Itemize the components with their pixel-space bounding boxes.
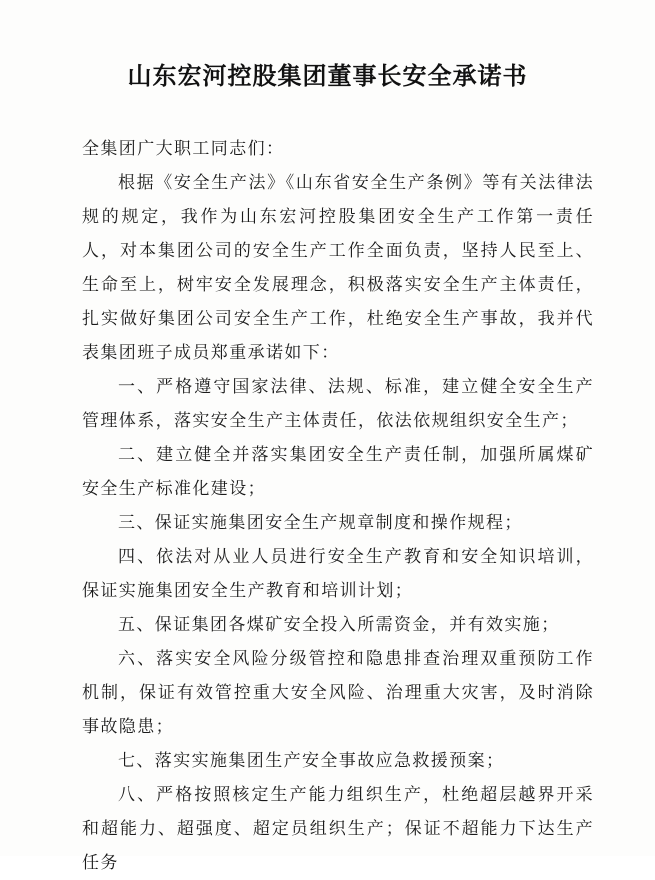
commitment-item-5: 五、保证集团各煤矿安全投入所需资金，并有效实施； [118,615,560,635]
commitment-item-3: 三、保证实施集团安全生产规章制度和操作规程； [118,513,523,533]
commitment-item-8: 八、严格按照核定生产能力组织生产，杜绝超层越界开采和超能力、超强度、超定员组织生产；保证不超能力下达生产任务 [82,785,594,873]
commitment-item-7: 七、落实实施集团生产安全事故应急救援预案； [118,751,505,771]
intro-paragraph: 根据《安全生产法》《山东省安全生产条例》等有关法律法规的规定，我作为山东宏河控股集团安全生产工作第一责任人，对本集团公司的安全生产工作全面负责，坚持人民至上、生命至上，树牢安全发展理念，积极落实安全生产主体责任，扎实做好集团公司安全生产工作，杜绝安全生产事故，我并代表集团班子成员郑重承诺如下： [82,173,594,363]
commitment-item-4: 四、依法对从业人员进行安全生产教育和安全知识培训，保证实施集团安全生产教育和培训计划； [82,547,594,601]
document-title: 山东宏河控股集团董事长安全承诺书 [127,62,528,90]
commitment-item-6: 六、落实安全风险分级管控和隐患排查治理双重预防工作机制，保证有效管控重大安全风险、治理重大灾害，及时消除事故隐患； [82,649,594,737]
commitment-item-1: 一、严格遵守国家法律、法规、标准，建立健全安全生产管理体系，落实安全生产主体责任，依法依规组织安全生产； [82,377,594,431]
document-body [82,132,594,880]
salutation: 全集团广大职工同志们： [82,139,285,159]
commitment-item-2: 二、建立健全并落实集团安全生产责任制，加强所属煤矿安全生产标准化建设； [82,445,594,499]
